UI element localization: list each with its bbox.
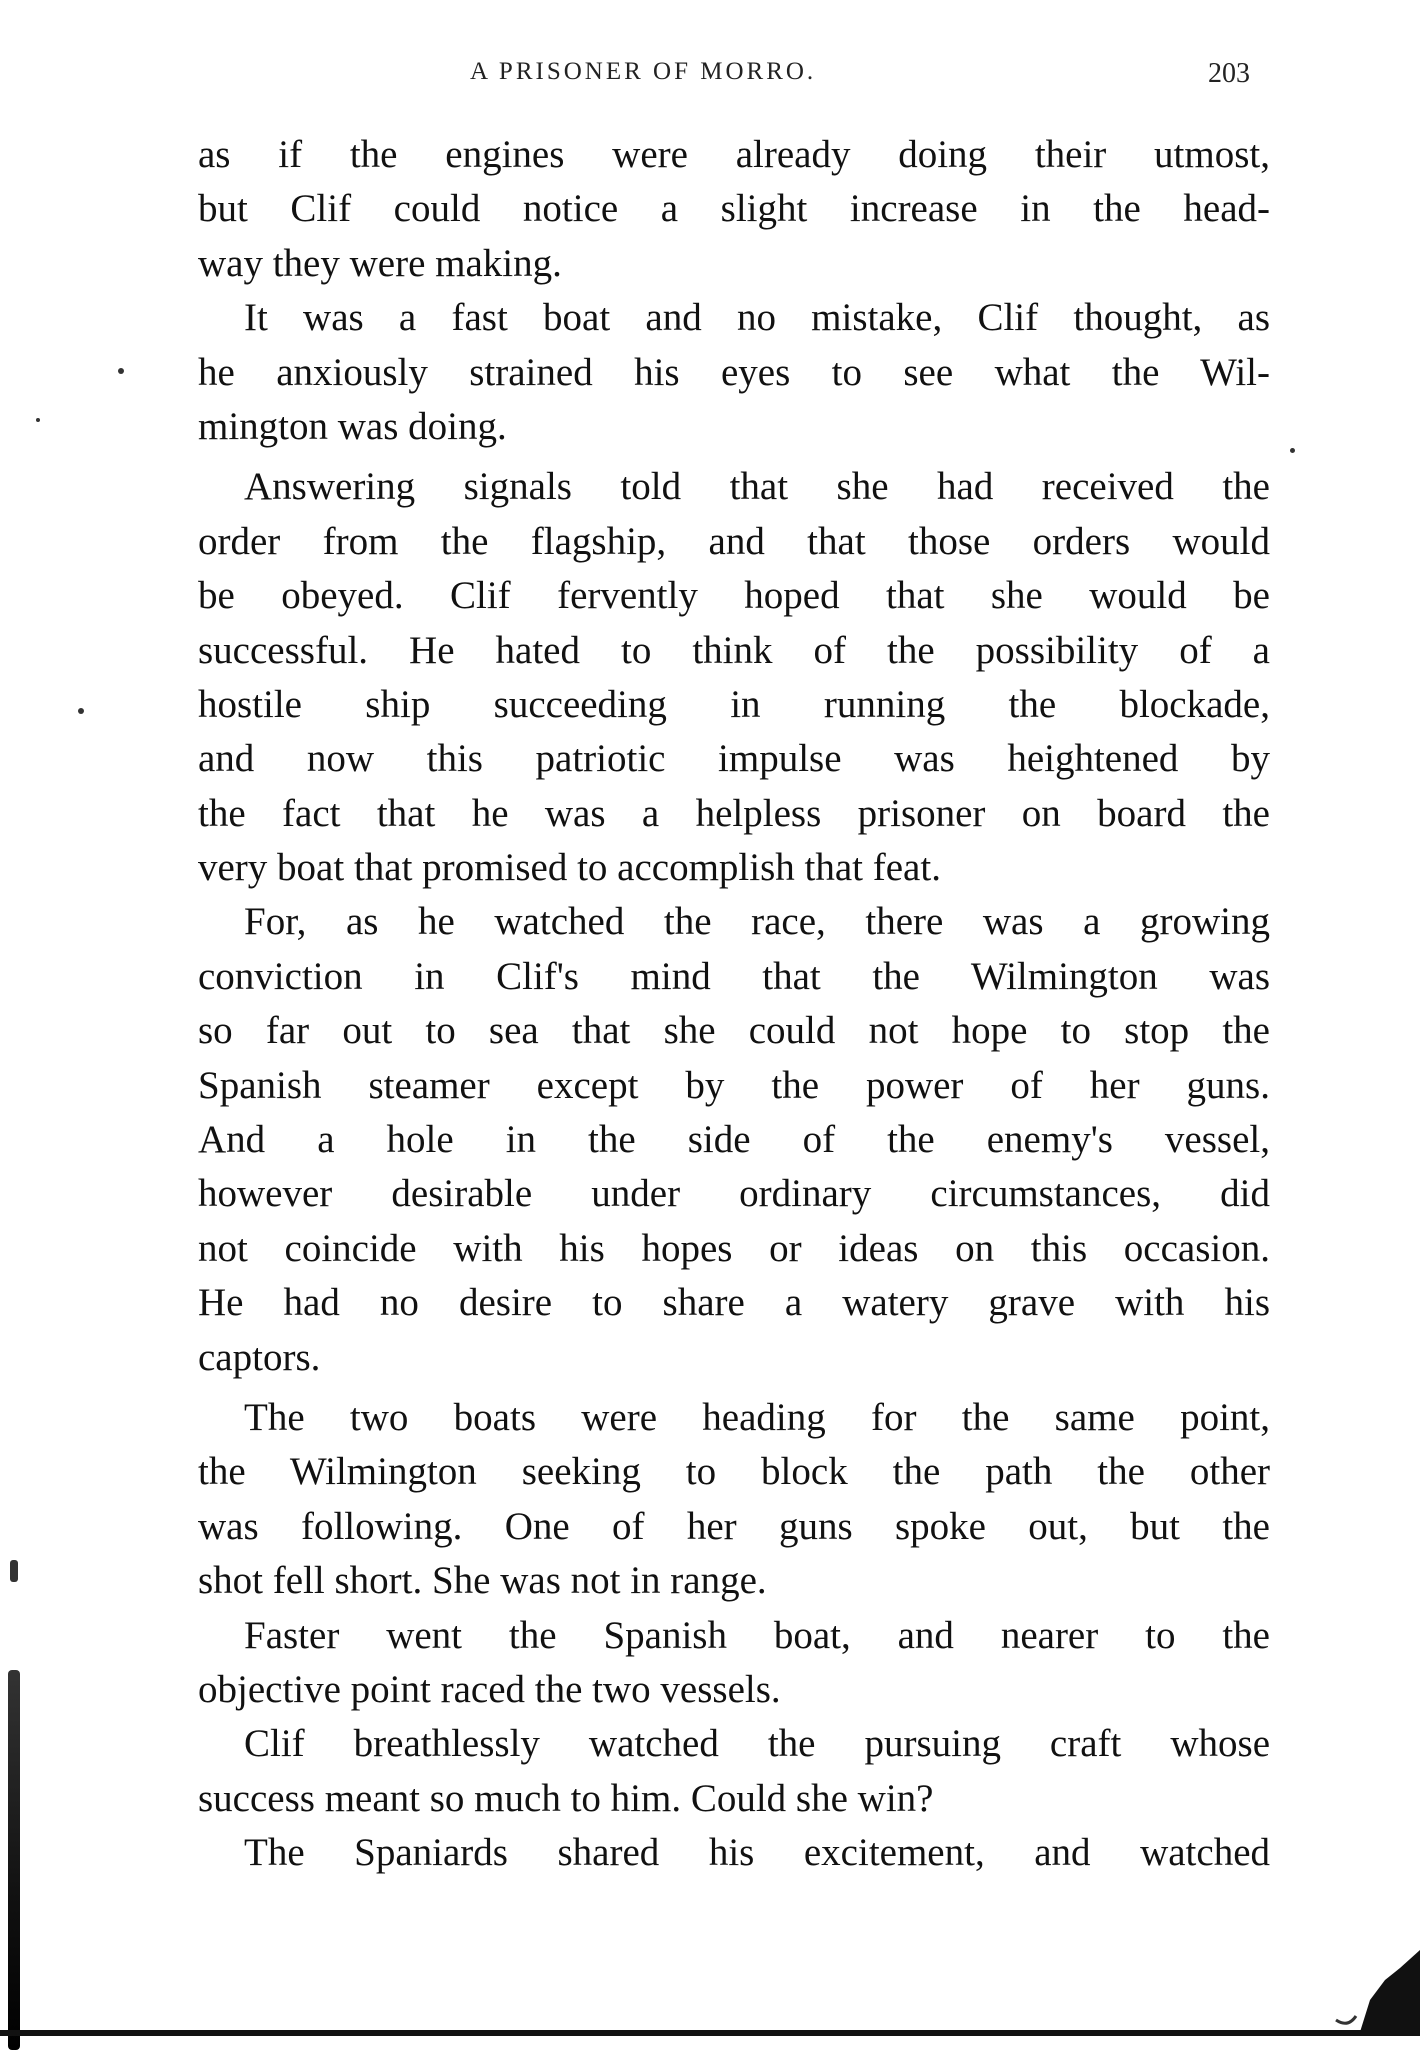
text-line: Answering signals told that she had received the [244, 465, 1270, 509]
scan-speck [78, 708, 84, 714]
text-line: And a hole in the side of the enemy's vessel, [198, 1118, 1270, 1162]
text-line: hostile ship succeeding in running the blockade, [198, 682, 1270, 726]
scan-edge-shadow [8, 1670, 20, 2050]
text-line: the Wilmington seeking to block the path the other [198, 1450, 1270, 1494]
text-line: way they were making. [198, 241, 562, 285]
page-number: 203 [1208, 58, 1250, 89]
text-line: very boat that promised to accomplish that feat. [198, 846, 941, 890]
text-line: It was a fast boat and no mistake, Clif thought, as [244, 296, 1270, 340]
text-line: Spanish steamer except by the power of her guns. [198, 1063, 1270, 1107]
text-line: order from the flagship, and that those orders would [198, 519, 1270, 563]
scan-bottom-edge [0, 2030, 1420, 2036]
text-line: The two boats were heading for the same point, [244, 1395, 1270, 1439]
text-line: was following. One of her guns spoke out, but the [198, 1504, 1270, 1548]
text-line: successful. He hated to think of the possibility of a [198, 628, 1270, 672]
text-line: captors. [198, 1335, 321, 1379]
text-line: but Clif could notice a slight increase in the head- [198, 187, 1270, 231]
text-line: mington was doing. [198, 404, 507, 448]
text-line: so far out to sea that she could not hope to stop the [198, 1009, 1270, 1053]
scan-speck [36, 418, 40, 422]
scan-speck [10, 1560, 18, 1582]
corner-blot-icon [1330, 1940, 1420, 2032]
text-line: conviction in Clif's mind that the Wilmington was [198, 954, 1270, 998]
text-line: and now this patriotic impulse was heightened by [198, 737, 1270, 781]
text-line: Faster went the Spanish boat, and nearer to the [244, 1613, 1270, 1657]
scan-speck [1290, 448, 1295, 453]
text-line: the fact that he was a helpless prisoner on board the [198, 791, 1270, 835]
scan-speck [118, 368, 124, 374]
text-line: objective point raced the two vessels. [198, 1667, 781, 1711]
text-line: as if the engines were already doing their utmost, [198, 133, 1270, 176]
text-line: He had no desire to share a watery grave with his [198, 1281, 1270, 1325]
text-line: he anxiously strained his eyes to see what the Wil- [198, 350, 1270, 394]
body-text [198, 128, 1270, 1881]
text-line: success meant so much to him. Could she win? [198, 1776, 934, 1820]
text-line: shot fell short. She was not in range. [198, 1559, 767, 1603]
text-line: Clif breathlessly watched the pursuing craft whose [244, 1722, 1270, 1766]
running-title: A PRISONER OF MORRO. [470, 58, 817, 85]
text-line: not coincide with his hopes or ideas on this occasion. [198, 1226, 1270, 1270]
text-line: The Spaniards shared his excitement, and watched [244, 1831, 1270, 1875]
text-line: For, as he watched the race, there was a growing [244, 900, 1270, 944]
text-line: however desirable under ordinary circumstances, did [198, 1172, 1270, 1216]
text-line: be obeyed. Clif fervently hoped that she would be [198, 574, 1270, 618]
